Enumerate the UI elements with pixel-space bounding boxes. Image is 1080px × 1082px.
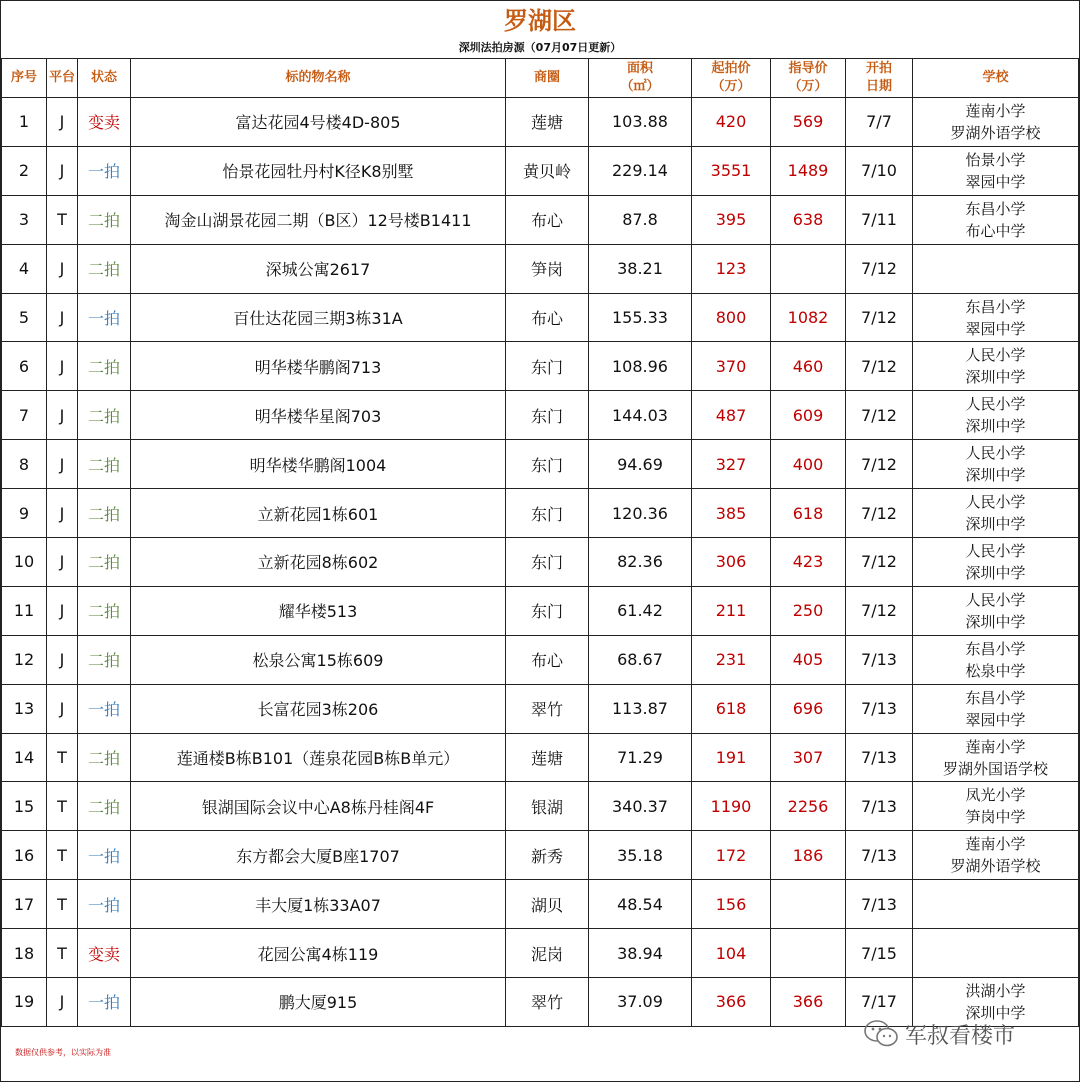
cell-seq: 8 — [2, 440, 47, 489]
cell-start-price: 327 — [692, 440, 771, 489]
cell-platform: T — [47, 831, 78, 880]
wechat-icon — [863, 1019, 899, 1049]
cell-size: 38.94 — [589, 929, 692, 978]
cell-platform: T — [47, 195, 78, 244]
cell-start-price: 306 — [692, 538, 771, 587]
cell-start-price: 172 — [692, 831, 771, 880]
school-name: 怡景小学 — [965, 150, 1026, 169]
school-name: 深圳中学 — [965, 612, 1026, 631]
cell-zone: 莲塘 — [506, 98, 589, 147]
cell-size: 113.87 — [589, 684, 692, 733]
cell-status: 二拍 — [78, 391, 131, 440]
header-start-price — [692, 59, 771, 98]
cell-guide-price: 638 — [771, 195, 846, 244]
school-name: 莲南小学 — [965, 835, 1026, 854]
cell-zone: 东门 — [506, 489, 589, 538]
cell-status: 一拍 — [78, 684, 131, 733]
header-name: 标的物名称 — [131, 59, 506, 98]
cell-date: 7/12 — [846, 440, 913, 489]
cell-zone: 笋岗 — [506, 244, 589, 293]
cell-name: 耀华楼513 — [131, 586, 506, 635]
cell-school — [913, 586, 1079, 635]
cell-start-price: 231 — [692, 635, 771, 684]
cell-zone: 布心 — [506, 195, 589, 244]
cell-school — [913, 880, 1079, 929]
cell-platform: J — [47, 489, 78, 538]
cell-guide-price — [771, 244, 846, 293]
school-name: 松泉中学 — [965, 661, 1026, 680]
cell-size: 87.8 — [589, 195, 692, 244]
header-date-line1: 开拍 — [865, 61, 892, 76]
cell-guide-price: 569 — [771, 98, 846, 147]
cell-guide-price: 400 — [771, 440, 846, 489]
cell-platform: T — [47, 880, 78, 929]
cell-guide-price: 618 — [771, 489, 846, 538]
school-name: 罗湖外国语学校 — [942, 759, 1048, 778]
cell-school — [913, 684, 1079, 733]
cell-start-price: 420 — [692, 98, 771, 147]
cell-zone: 东门 — [506, 342, 589, 391]
cell-name: 明华楼华鹏阁713 — [131, 342, 506, 391]
cell-size: 35.18 — [589, 831, 692, 880]
table-row — [2, 342, 1079, 391]
cell-status: 变卖 — [78, 929, 131, 978]
school-name: 人民小学 — [965, 444, 1026, 463]
header-zone: 商圈 — [506, 59, 589, 98]
cell-name: 花园公寓4栋119 — [131, 929, 506, 978]
table-row — [2, 684, 1079, 733]
cell-seq: 4 — [2, 244, 47, 293]
cell-platform: T — [47, 782, 78, 831]
cell-guide-price: 460 — [771, 342, 846, 391]
cell-guide-price: 609 — [771, 391, 846, 440]
cell-platform: J — [47, 684, 78, 733]
cell-seq: 17 — [2, 880, 47, 929]
cell-size: 37.09 — [589, 978, 692, 1027]
cell-zone: 银湖 — [506, 782, 589, 831]
cell-guide-price — [771, 880, 846, 929]
cell-start-price: 191 — [692, 733, 771, 782]
cell-status: 二拍 — [78, 635, 131, 684]
cell-size: 340.37 — [589, 782, 692, 831]
cell-date: 7/13 — [846, 684, 913, 733]
table-header — [2, 59, 1079, 98]
cell-date: 7/12 — [846, 489, 913, 538]
school-name: 罗湖外语学校 — [950, 123, 1041, 142]
table-row — [2, 538, 1079, 587]
cell-size: 94.69 — [589, 440, 692, 489]
cell-start-price: 156 — [692, 880, 771, 929]
cell-name: 明华楼华鹏阁1004 — [131, 440, 506, 489]
school-name: 凤光小学 — [965, 786, 1026, 805]
cell-size: 120.36 — [589, 489, 692, 538]
cell-status: 一拍 — [78, 146, 131, 195]
cell-start-price: 800 — [692, 293, 771, 342]
cell-date: 7/12 — [846, 342, 913, 391]
cell-platform: J — [47, 293, 78, 342]
header-size — [589, 59, 692, 98]
cell-name: 富达花园4号楼4D-805 — [131, 98, 506, 147]
cell-zone: 翠竹 — [506, 978, 589, 1027]
cell-size: 229.14 — [589, 146, 692, 195]
cell-date: 7/13 — [846, 782, 913, 831]
cell-size: 68.67 — [589, 635, 692, 684]
cell-seq: 16 — [2, 831, 47, 880]
cell-start-price: 366 — [692, 978, 771, 1027]
school-name: 莲南小学 — [965, 101, 1026, 120]
cell-date: 7/10 — [846, 146, 913, 195]
cell-start-price: 1190 — [692, 782, 771, 831]
cell-seq: 13 — [2, 684, 47, 733]
cell-guide-price: 2256 — [771, 782, 846, 831]
cell-seq: 18 — [2, 929, 47, 978]
table-row — [2, 391, 1079, 440]
cell-seq: 9 — [2, 489, 47, 538]
cell-guide-price: 423 — [771, 538, 846, 587]
cell-status: 一拍 — [78, 978, 131, 1027]
cell-guide-price: 250 — [771, 586, 846, 635]
cell-platform: J — [47, 538, 78, 587]
cell-size: 144.03 — [589, 391, 692, 440]
cell-guide-price: 186 — [771, 831, 846, 880]
cell-platform: J — [47, 978, 78, 1027]
cell-guide-price: 696 — [771, 684, 846, 733]
cell-size: 61.42 — [589, 586, 692, 635]
cell-size: 108.96 — [589, 342, 692, 391]
school-name: 东昌小学 — [965, 639, 1026, 658]
table-row — [2, 733, 1079, 782]
watermark-text: 军叔看楼市 — [905, 1023, 1016, 1049]
cell-zone: 莲塘 — [506, 733, 589, 782]
cell-platform: J — [47, 635, 78, 684]
cell-date: 7/13 — [846, 733, 913, 782]
cell-start-price: 123 — [692, 244, 771, 293]
cell-start-price: 618 — [692, 684, 771, 733]
cell-seq: 7 — [2, 391, 47, 440]
cell-status: 变卖 — [78, 98, 131, 147]
cell-start-price: 3551 — [692, 146, 771, 195]
header-start-line2: （万） — [711, 79, 751, 94]
cell-name: 银湖国际会议中心A8栋丹桂阁4F — [131, 782, 506, 831]
cell-name: 东方都会大厦B座1707 — [131, 831, 506, 880]
school-name: 深圳中学 — [965, 466, 1026, 485]
cell-zone: 东门 — [506, 391, 589, 440]
school-name: 人民小学 — [965, 395, 1026, 414]
school-name: 翠园中学 — [965, 319, 1026, 338]
school-name: 人民小学 — [965, 493, 1026, 512]
school-name: 深圳中学 — [965, 1003, 1026, 1022]
listing-table — [1, 58, 1079, 1027]
cell-date: 7/12 — [846, 244, 913, 293]
school-name: 深圳中学 — [965, 368, 1026, 387]
cell-platform: T — [47, 929, 78, 978]
cell-platform: J — [47, 440, 78, 489]
cell-platform: J — [47, 391, 78, 440]
cell-start-price: 385 — [692, 489, 771, 538]
cell-zone: 翠竹 — [506, 684, 589, 733]
cell-seq: 19 — [2, 978, 47, 1027]
school-name: 洪湖小学 — [965, 981, 1026, 1000]
cell-seq: 5 — [2, 293, 47, 342]
cell-school — [913, 733, 1079, 782]
table-row — [2, 293, 1079, 342]
cell-zone: 湖贝 — [506, 880, 589, 929]
cell-seq: 2 — [2, 146, 47, 195]
page-title: 罗湖区 — [504, 7, 576, 35]
cell-name: 丰大厦1栋33A07 — [131, 880, 506, 929]
school-name: 罗湖外语学校 — [950, 857, 1041, 876]
cell-school — [913, 293, 1079, 342]
cell-status: 二拍 — [78, 538, 131, 587]
cell-seq: 6 — [2, 342, 47, 391]
cell-date: 7/11 — [846, 195, 913, 244]
cell-start-price: 487 — [692, 391, 771, 440]
cell-date: 7/13 — [846, 831, 913, 880]
header-guide-line2: （万） — [788, 79, 828, 94]
cell-date: 7/12 — [846, 586, 913, 635]
school-name: 翠园中学 — [965, 172, 1026, 191]
cell-size: 103.88 — [589, 98, 692, 147]
header-seq: 序号 — [2, 59, 47, 98]
cell-start-price: 211 — [692, 586, 771, 635]
cell-status: 二拍 — [78, 244, 131, 293]
cell-size: 155.33 — [589, 293, 692, 342]
cell-school — [913, 244, 1079, 293]
cell-zone: 布心 — [506, 293, 589, 342]
cell-zone: 泥岗 — [506, 929, 589, 978]
cell-seq: 1 — [2, 98, 47, 147]
cell-seq: 3 — [2, 195, 47, 244]
cell-size: 48.54 — [589, 880, 692, 929]
cell-school — [913, 98, 1079, 147]
table-row — [2, 929, 1079, 978]
cell-seq: 10 — [2, 538, 47, 587]
school-name: 人民小学 — [965, 346, 1026, 365]
cell-seq: 14 — [2, 733, 47, 782]
school-name: 东昌小学 — [965, 199, 1026, 218]
cell-school — [913, 146, 1079, 195]
cell-status: 一拍 — [78, 293, 131, 342]
header-status: 状态 — [78, 59, 131, 98]
cell-name: 深城公寓2617 — [131, 244, 506, 293]
cell-name: 莲通楼B栋B101（莲泉花园B栋B单元） — [131, 733, 506, 782]
cell-status: 二拍 — [78, 733, 131, 782]
cell-name: 长富花园3栋206 — [131, 684, 506, 733]
cell-platform: J — [47, 98, 78, 147]
cell-school — [913, 195, 1079, 244]
table-row — [2, 146, 1079, 195]
table-row — [2, 98, 1079, 147]
cell-name: 立新花园8栋602 — [131, 538, 506, 587]
header-guide-line1: 指导价 — [788, 61, 828, 76]
cell-status: 二拍 — [78, 489, 131, 538]
cell-guide-price — [771, 929, 846, 978]
header-guide-price — [771, 59, 846, 98]
cell-status: 二拍 — [78, 440, 131, 489]
cell-status: 二拍 — [78, 782, 131, 831]
cell-platform: J — [47, 586, 78, 635]
cell-seq: 11 — [2, 586, 47, 635]
cell-guide-price: 405 — [771, 635, 846, 684]
cell-platform: J — [47, 244, 78, 293]
cell-platform: J — [47, 146, 78, 195]
cell-school — [913, 538, 1079, 587]
cell-status: 二拍 — [78, 586, 131, 635]
school-name: 深圳中学 — [965, 563, 1026, 582]
school-name: 深圳中学 — [965, 417, 1026, 436]
table-row — [2, 831, 1079, 880]
cell-size: 38.21 — [589, 244, 692, 293]
cell-guide-price: 1489 — [771, 146, 846, 195]
header-date — [846, 59, 913, 98]
cell-start-price: 370 — [692, 342, 771, 391]
table-row — [2, 440, 1079, 489]
cell-zone: 东门 — [506, 586, 589, 635]
school-name: 人民小学 — [965, 541, 1026, 560]
cell-size: 82.36 — [589, 538, 692, 587]
header-date-line2: 日期 — [865, 79, 892, 94]
cell-status: 二拍 — [78, 342, 131, 391]
cell-date: 7/15 — [846, 929, 913, 978]
cell-status: 一拍 — [78, 831, 131, 880]
cell-name: 立新花园1栋601 — [131, 489, 506, 538]
school-name: 东昌小学 — [965, 688, 1026, 707]
school-name: 东昌小学 — [965, 297, 1026, 316]
cell-school — [913, 489, 1079, 538]
table-row — [2, 782, 1079, 831]
table-row — [2, 880, 1079, 929]
school-name: 翠园中学 — [965, 710, 1026, 729]
table-row — [2, 244, 1079, 293]
header-platform: 平台 — [47, 59, 78, 98]
cell-seq: 15 — [2, 782, 47, 831]
cell-school — [913, 440, 1079, 489]
cell-school — [913, 782, 1079, 831]
cell-date: 7/13 — [846, 635, 913, 684]
cell-platform: J — [47, 342, 78, 391]
cell-zone: 黄贝岭 — [506, 146, 589, 195]
school-name: 人民小学 — [965, 590, 1026, 609]
cell-start-price: 395 — [692, 195, 771, 244]
page-subtitle: 深圳法拍房源（07月07日更新） — [458, 41, 622, 54]
disclaimer-note: 数据仅供参考，以实际为准 — [15, 1048, 111, 1057]
cell-name: 明华楼华星阁703 — [131, 391, 506, 440]
cell-school — [913, 342, 1079, 391]
table-row — [2, 489, 1079, 538]
table-row — [2, 195, 1079, 244]
school-name: 深圳中学 — [965, 515, 1026, 534]
school-name: 布心中学 — [965, 221, 1026, 240]
cell-date: 7/17 — [846, 978, 913, 1027]
cell-size: 71.29 — [589, 733, 692, 782]
header-size-line2: （㎡） — [620, 79, 660, 94]
cell-school — [913, 929, 1079, 978]
cell-name: 百仕达花园三期3栋31A — [131, 293, 506, 342]
cell-status: 二拍 — [78, 195, 131, 244]
cell-school — [913, 635, 1079, 684]
school-name: 笋岗中学 — [965, 808, 1026, 827]
cell-date: 7/7 — [846, 98, 913, 147]
cell-platform: T — [47, 733, 78, 782]
watermark — [863, 1017, 1015, 1051]
header-size-line1: 面积 — [626, 61, 653, 76]
cell-date: 7/13 — [846, 880, 913, 929]
school-name: 莲南小学 — [965, 737, 1026, 756]
table-row — [2, 586, 1079, 635]
cell-guide-price: 366 — [771, 978, 846, 1027]
cell-zone: 新秀 — [506, 831, 589, 880]
cell-date: 7/12 — [846, 391, 913, 440]
cell-zone: 东门 — [506, 538, 589, 587]
cell-name: 鹏大厦915 — [131, 978, 506, 1027]
cell-date: 7/12 — [846, 538, 913, 587]
cell-zone: 东门 — [506, 440, 589, 489]
cell-name: 松泉公寓15栋609 — [131, 635, 506, 684]
cell-school — [913, 391, 1079, 440]
cell-zone: 布心 — [506, 635, 589, 684]
cell-date: 7/12 — [846, 293, 913, 342]
cell-name: 怡景花园牡丹村K径K8别墅 — [131, 146, 506, 195]
header-school: 学校 — [913, 59, 1079, 98]
cell-guide-price: 1082 — [771, 293, 846, 342]
cell-status: 一拍 — [78, 880, 131, 929]
cell-start-price: 104 — [692, 929, 771, 978]
cell-school — [913, 831, 1079, 880]
header-start-line1: 起拍价 — [711, 61, 751, 76]
table-row — [2, 635, 1079, 684]
cell-seq: 12 — [2, 635, 47, 684]
cell-name: 淘金山湖景花园二期（B区）12号楼B1411 — [131, 195, 506, 244]
cell-guide-price: 307 — [771, 733, 846, 782]
